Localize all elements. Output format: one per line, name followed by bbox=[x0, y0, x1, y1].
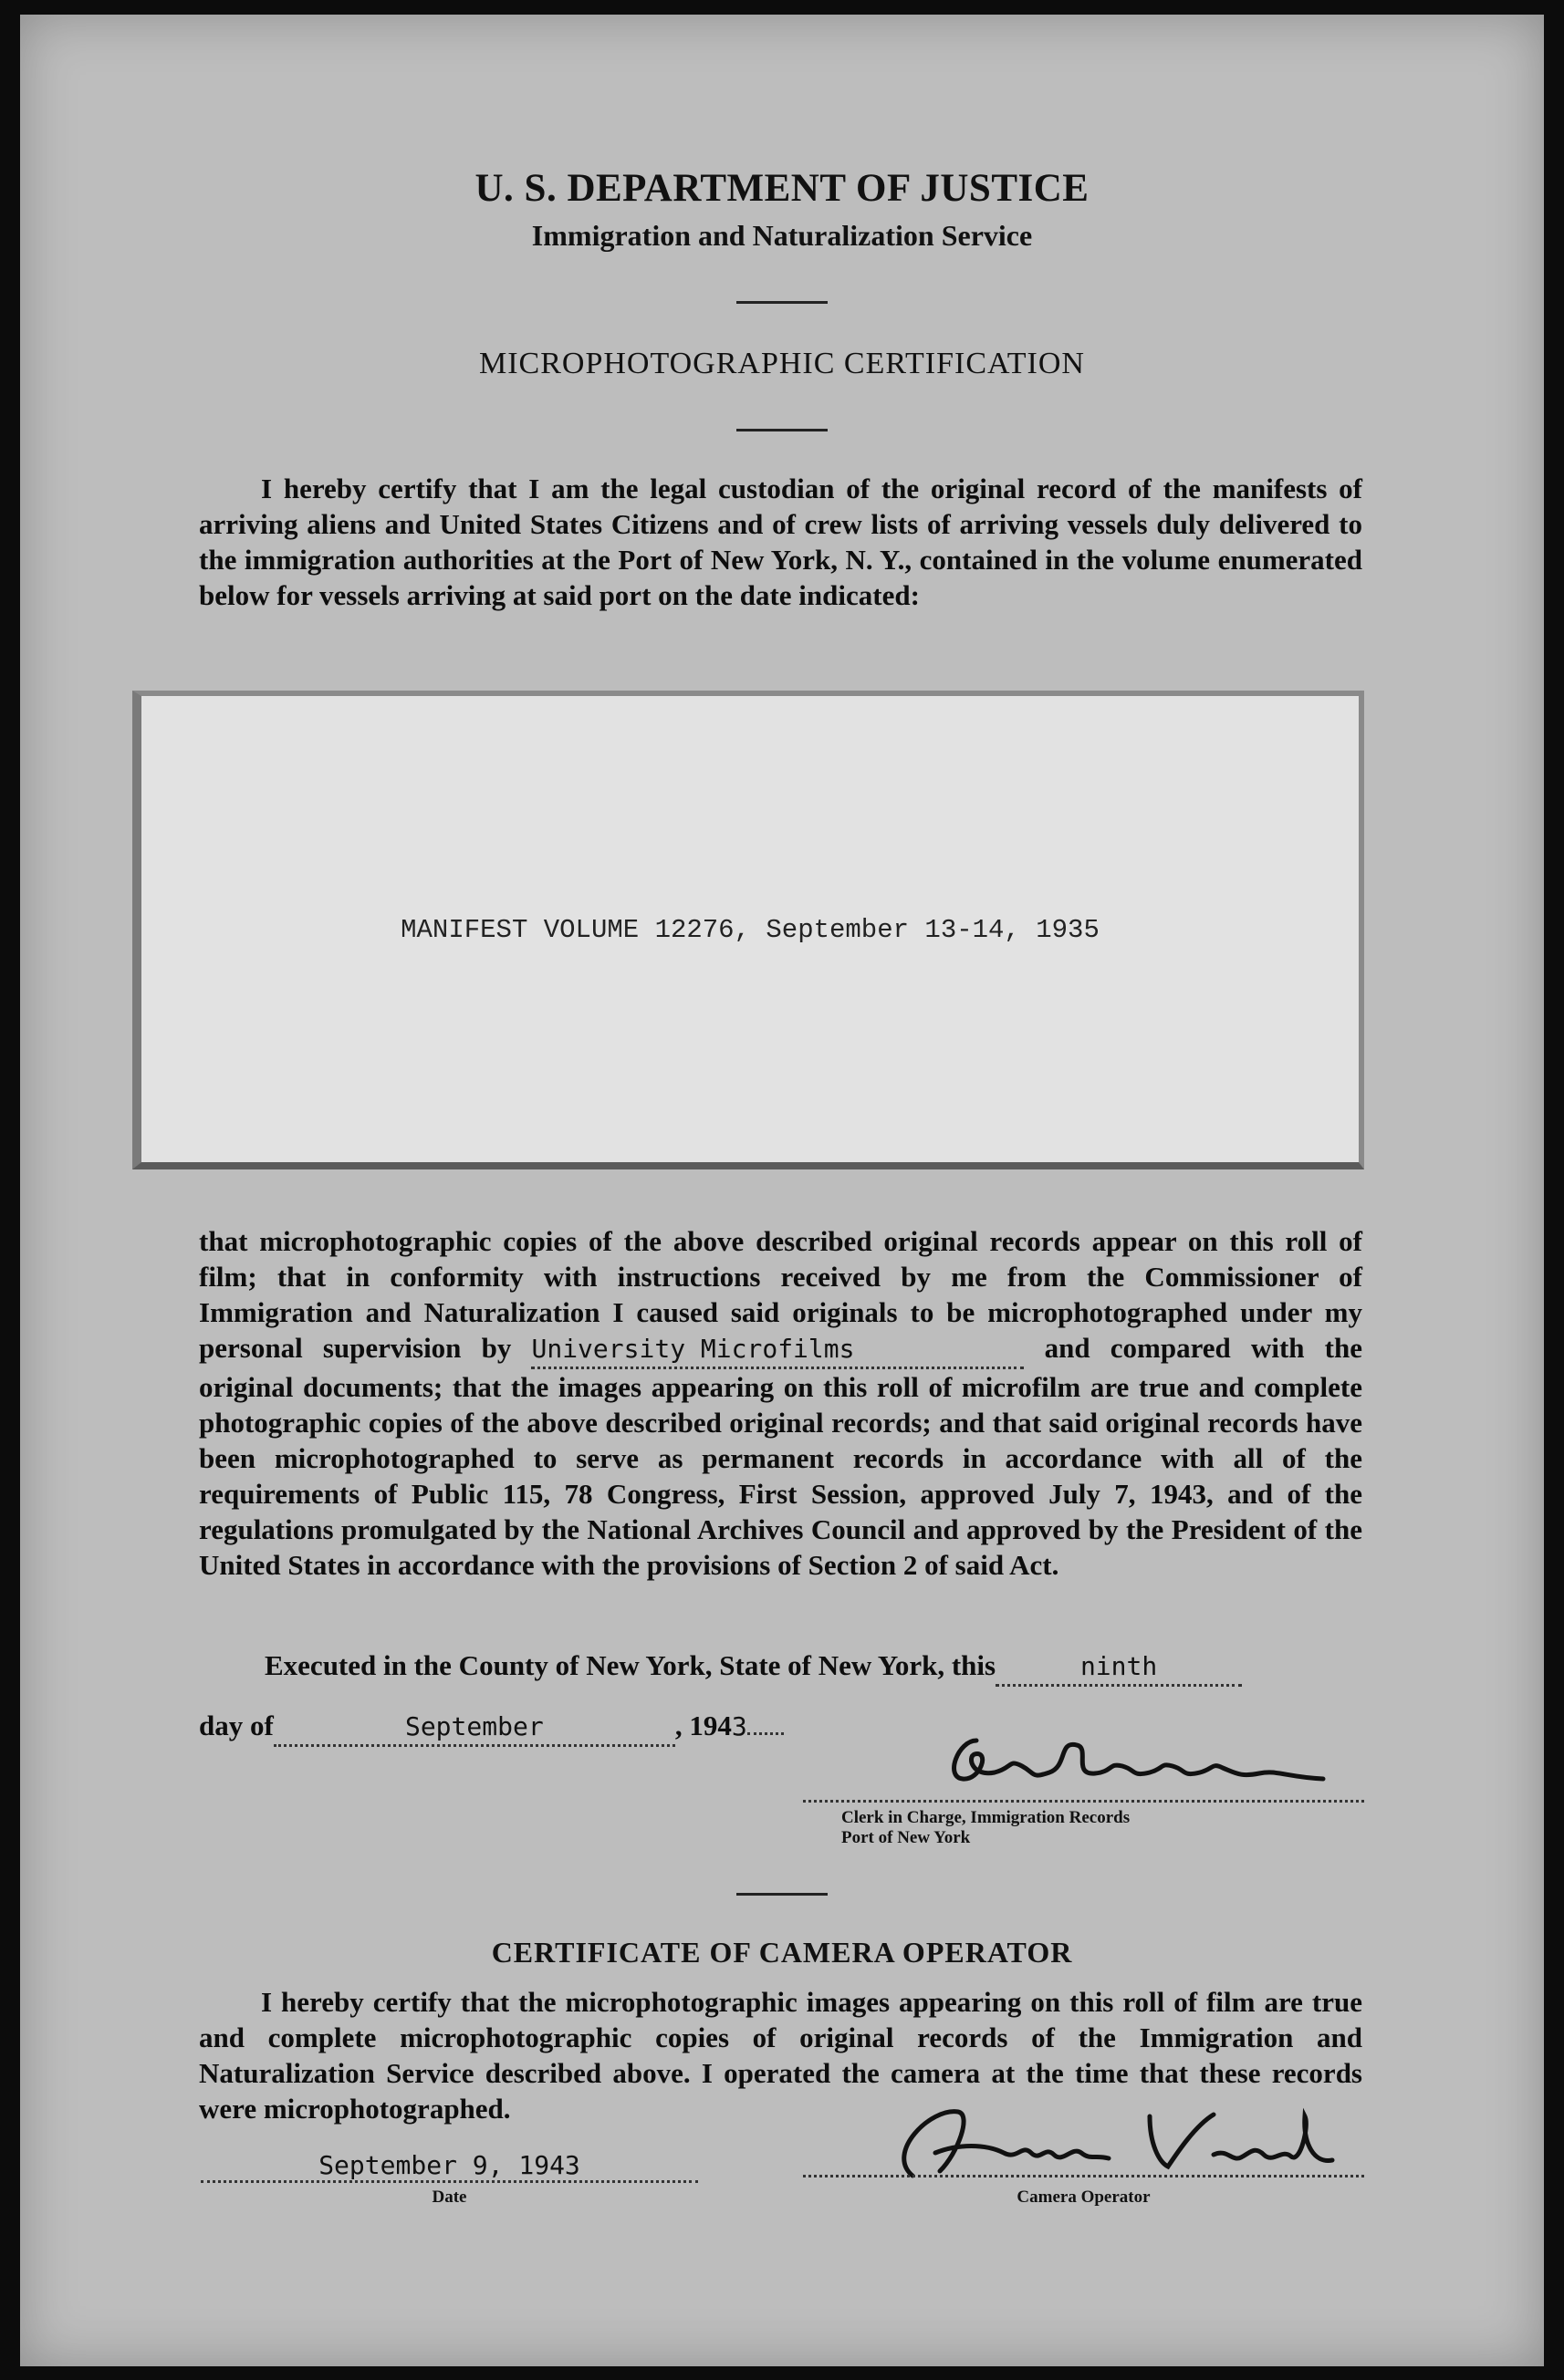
date-label: Date bbox=[432, 2188, 467, 2207]
divider-rule bbox=[736, 301, 828, 304]
body-part-1: that microphotographic copies of the above described original records appear on this roll of film; that in conformity with instructions received by me from the Commissioner of Immigration and Naturalization I caused said originals to be microphotographed under my personal supervision by bbox=[199, 1225, 1362, 1364]
day-of-label: day of bbox=[199, 1710, 274, 1741]
execution-line bbox=[265, 1647, 1364, 1687]
photographed-by-field: University Microfilms bbox=[531, 1331, 1024, 1369]
certification-title: MICROPHOTOGRAPHIC CERTIFICATION bbox=[478, 347, 1085, 380]
service-subtitle: Immigration and Naturalization Service bbox=[531, 219, 1033, 252]
operator-date-field: September 9, 1943 bbox=[201, 2150, 698, 2183]
volume-label-card bbox=[132, 691, 1364, 1169]
clerk-signature bbox=[922, 1722, 1341, 1804]
certification-body bbox=[199, 1223, 1362, 1583]
operator-signature-line bbox=[803, 2175, 1364, 2177]
execution-month-field: September bbox=[274, 1709, 675, 1747]
clerk-signature-line bbox=[803, 1800, 1364, 1803]
execution-prefix: Executed in the County of New York, State of New York, this bbox=[265, 1649, 996, 1681]
divider-rule bbox=[736, 429, 828, 431]
intro-paragraph: I hereby certify that I am the legal custodian of the original record of the manifests of arriving aliens and United States Citizens and of crew lists of arriving vessels duly delivered to the immigration authorities at the Port of New York, N. Y., contained in the volume enumerated below for vessels arriving at said port on the date indicated: bbox=[199, 473, 1362, 611]
clerk-title-line-1: Clerk in Charge, Immigration Records bbox=[841, 1808, 1131, 1827]
camera-operator-paragraph: I hereby certify that the microphotographic images appearing on this roll of film are true and complete microphotographic copies of original records of the Immigration and Naturalization Service described above. I operated the camera at the time that these records were microphotographed. bbox=[199, 1986, 1362, 2125]
camera-operator-title: CERTIFICATE OF CAMERA OPERATOR bbox=[491, 1936, 1073, 1969]
execution-year-prefix: , 194 bbox=[674, 1710, 732, 1741]
clerk-title-caption bbox=[841, 1808, 1130, 1848]
department-title: U. S. DEPARTMENT OF JUSTICE bbox=[474, 167, 1090, 210]
clerk-title-line-2: Port of New York bbox=[841, 1828, 971, 1847]
execution-year-digit: 3 bbox=[731, 1711, 747, 1741]
divider-rule bbox=[736, 1893, 828, 1896]
execution-day-field: ninth bbox=[996, 1648, 1242, 1687]
camera-operator-label: Camera Operator bbox=[1017, 2188, 1151, 2207]
year-dots bbox=[747, 1732, 784, 1735]
body-part-2: and compared with the original documents; that the images appearing on this roll of microfilm are true and complete photographic copies of the above described original records; and that said original records have been microphotographed to serve as permanent records in accordance with all of the requirements of Public 115, 78 Congress, First Session, approved July 7, 1943, and of the regulations promulgated by the National Archives Council and approved by the President of the United States in accordance with the provisions of Section 2 of said Act. bbox=[199, 1332, 1362, 1581]
manifest-volume-text: MANIFEST VOLUME 12276, September 13-14, 1935 bbox=[401, 915, 1100, 945]
